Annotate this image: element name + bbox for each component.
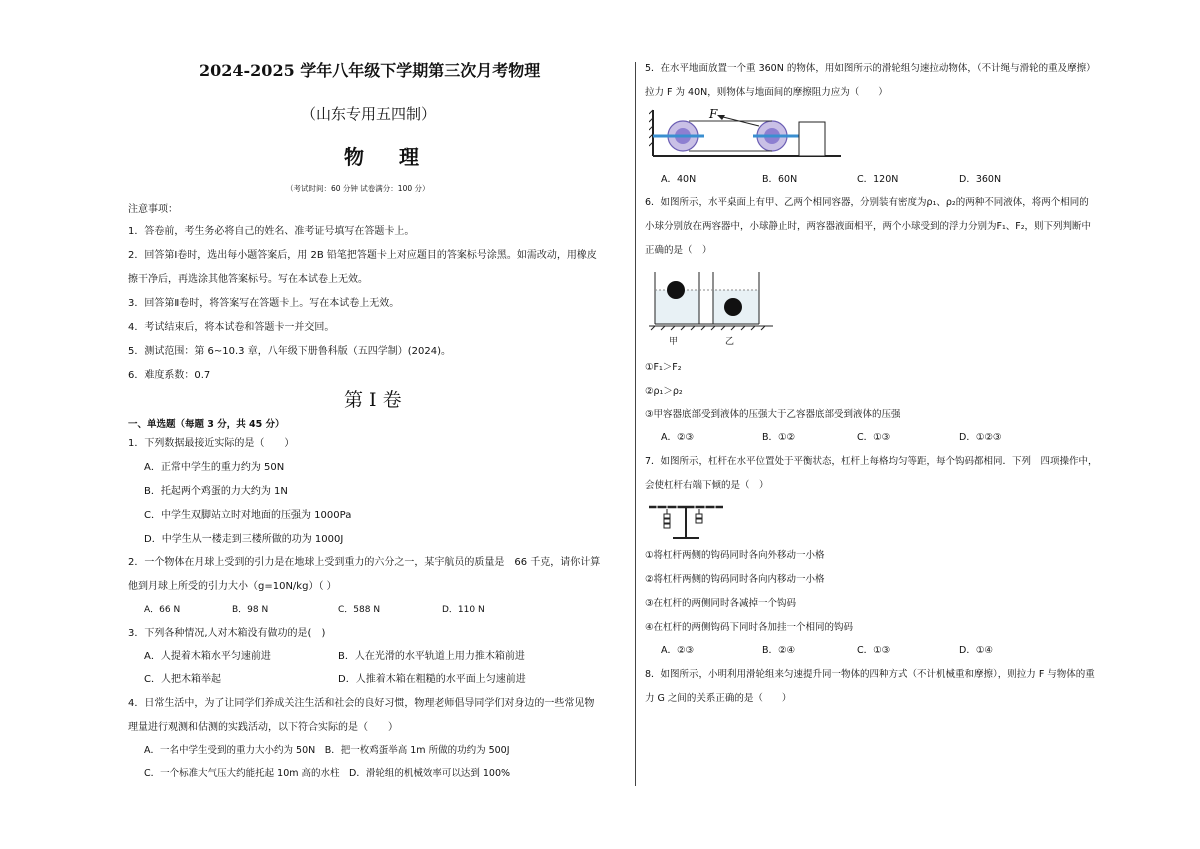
q7-option-b: B．②④: [762, 645, 796, 656]
q6-option-d: D．①②③: [959, 432, 1002, 443]
q7-stem-2: 会使杠杆右端下倾的是（ ）: [645, 480, 769, 491]
q2-option-a: A．66 N: [144, 605, 181, 615]
q4-stem-2: 理量进行观测和估测的实践活动，以下符合实际的是（ ）: [128, 722, 398, 733]
q6-option-c: C．①③: [857, 432, 891, 443]
q4-options-ab: A．一名中学生受到的重力大小约为 50N B．把一枚鸡蛋举高 1m 所做的功约为 500J: [144, 745, 510, 756]
note-1: 1．答卷前，考生务必将自己的姓名、准考证号填写在答题卡上。: [128, 226, 415, 237]
q6-statement-1: ①F₁＞F₂: [645, 362, 682, 373]
q7-option-d: D．①④: [959, 645, 993, 656]
q5-option-b: B．60N: [762, 174, 798, 185]
q7-statement-3: ③在杠杆的两侧同时各减掉一个钩码: [645, 598, 797, 609]
q7-option-c: C．①③: [857, 645, 891, 656]
q5-option-d: D．360N: [959, 174, 1002, 185]
q7-stem-1: 7．如图所示，杠杆在水平位置处于平衡状态，杠杆上每格均匀等距，每个钩码都相同．下列 四项操作中，: [645, 456, 1098, 467]
q3-option-d: D．人推着木箱在粗糙的水平面上匀速前进: [338, 674, 526, 685]
section-juan: 第 I 卷: [344, 389, 402, 411]
q6-statement-2: ②ρ₁＞ρ₂: [645, 386, 683, 397]
q5-option-a: A．40N: [661, 174, 697, 185]
note-4: 4．考试结束后，将本试卷和答题卡一并交回。: [128, 322, 335, 333]
note-5: 5．测试范围：第 6~10.3 章，八年级下册鲁科版（五四学制）(2024)。: [128, 346, 451, 357]
note-3: 3．回答第Ⅱ卷时，将答案写在答题卡上。写在本试卷上无效。: [128, 298, 400, 309]
notes-heading: 注意事项：: [128, 204, 178, 215]
part1-heading: 一、单选题（每题 3 分，共 45 分）: [128, 419, 285, 430]
force-label: F: [709, 107, 718, 121]
q6-stem-2: 小球分别放在两容器中，小球静止时，两容器液面相平，两个小球受到的浮力分别为F₁、F₂，则下列判断中: [645, 221, 1092, 232]
note-6: 6．难度系数：0.7: [128, 370, 211, 381]
q6-option-b: B．①②: [762, 432, 796, 443]
q4-stem-1: 4．日常生活中，为了让同学们养成关注生活和社会的良好习惯，物理老师倡导同学们对身边的一些常见物: [128, 698, 595, 709]
pulley-figure: [649, 106, 845, 162]
q5-stem-1: 5．在水平地面放置一个重 360N 的物体，用如图所示的滑轮组匀速拉动物体，（不计绳与滑轮的重及摩擦）: [645, 63, 1096, 74]
q3-option-a: A．人提着木箱水平匀速前进: [144, 651, 271, 662]
label-jia: 甲: [669, 337, 679, 347]
q8-stem-2: 力 G 之间的关系正确的是（ ）: [645, 693, 792, 704]
q2-stem-2: 他到月球上所受的引力大小（g=10N/kg）（ ）: [128, 581, 337, 592]
q3-stem: 3．下列各种情况,人对木箱没有做功的是( ): [128, 628, 326, 639]
containers-figure: [649, 270, 777, 332]
q6-stem-1: 6．如图所示，水平桌面上有甲、乙两个相同容器，分别装有密度为ρ₁、ρ₂的两种不同液体，将两个相同的: [645, 197, 1089, 208]
q3-option-b: B．人在光滑的水平轨道上用力推木箱前进: [338, 651, 525, 662]
q6-statement-3: ③甲容器底部受到液体的压强大于乙容器底部受到液体的压强: [645, 409, 901, 420]
q7-statement-2: ②将杠杆两侧的钩码同时各向内移动一小格: [645, 574, 825, 585]
q5-stem-2: 拉力 F 为 40N，则物体与地面间的摩擦阻力应为（ ）: [645, 87, 888, 98]
column-divider: [635, 62, 636, 786]
q1-stem: 1．下列数据最接近实际的是（ ）: [128, 438, 295, 449]
q6-option-a: A．②③: [661, 432, 695, 443]
q7-statement-4: ④在杠杆的两侧钩码下同时各加挂一个相同的钩码: [645, 622, 854, 633]
note-2a: 2．回答第Ⅰ卷时，选出每小题答案后，用 2B 铅笔把答题卡上对应题目的答案标号涂黑。如需改动，用橡皮: [128, 250, 597, 261]
q1-option-c: C．中学生双脚站立时对地面的压强为 1000Pa: [144, 510, 352, 521]
q3-option-c: C．人把木箱举起: [144, 674, 221, 685]
q2-option-b: B．98 N: [232, 605, 269, 615]
q6-stem-3: 正确的是（ ）: [645, 245, 712, 256]
q7-option-a: A．②③: [661, 645, 695, 656]
lever-figure: [647, 500, 725, 542]
q2-option-c: C．588 N: [338, 605, 381, 615]
exam-title: 2024-2025 学年八年级下学期第三次月考物理: [199, 61, 541, 80]
note-2b: 擦干净后，再选涂其他答案标号。写在本试卷上无效。: [128, 274, 368, 285]
q2-stem-1: 2．一个物体在月球上受到的引力是在地球上受到重力的六分之一，某宇航员的质量是 66 千克，请你计算: [128, 557, 601, 568]
exam-subtitle: （山东专用五四制）: [301, 105, 437, 123]
q4-options-cd: C．一个标准大气压大约能托起 10m 高的水柱 D．滑轮组的机械效率可以达到 100%: [144, 768, 511, 779]
label-yi: 乙: [725, 337, 735, 347]
q2-option-d: D．110 N: [442, 605, 485, 615]
q7-statement-1: ①将杠杆两侧的钩码同时各向外移动一小格: [645, 550, 825, 561]
q8-stem-1: 8．如图所示，小明利用滑轮组来匀速提升同一物体的四种方式（不计机械重和摩擦），则拉力 F 与物体的重: [645, 669, 1095, 680]
q1-option-b: B．托起两个鸡蛋的力大约为 1N: [144, 486, 288, 497]
subject-heading: 物 理: [344, 145, 433, 169]
exam-meta: （考试时间：60 分钟 试卷满分：100 分）: [286, 184, 430, 193]
q1-option-a: A．正常中学生的重力约为 50N: [144, 462, 285, 473]
q1-option-d: D．中学生从一楼走到三楼所做的功为 1000J: [144, 534, 344, 545]
q5-option-c: C．120N: [857, 174, 899, 185]
